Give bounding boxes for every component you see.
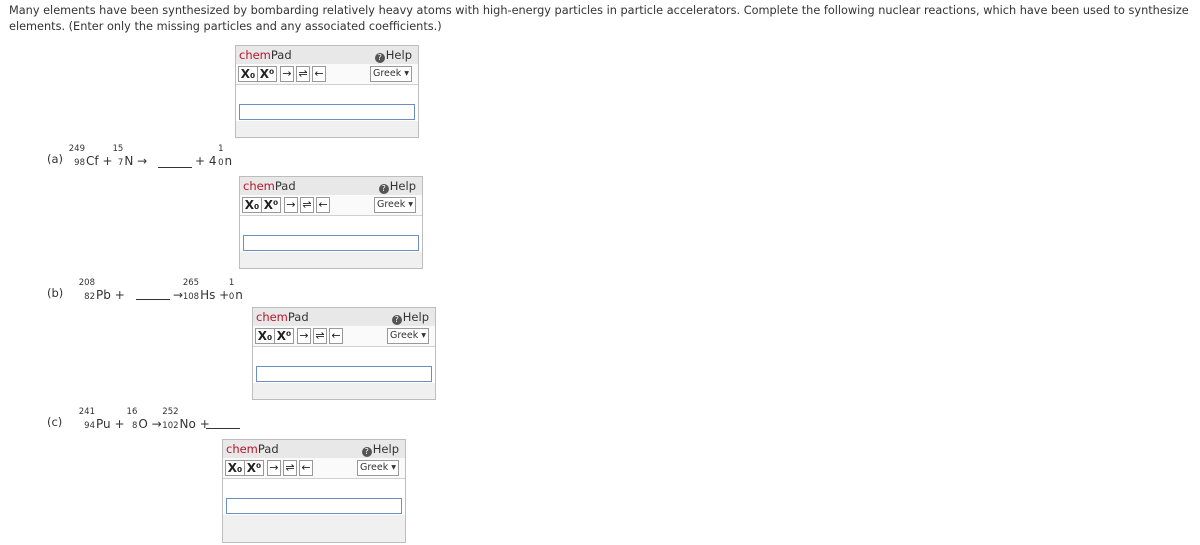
help-button[interactable]: ? Help xyxy=(392,310,429,325)
greek-dropdown[interactable]: Greek ▾ xyxy=(374,197,416,213)
chempad-3 xyxy=(252,307,436,400)
nuclide-n: 15 7 N xyxy=(112,144,134,168)
answer-blank-c xyxy=(206,428,240,429)
arrow-right-button[interactable]: → xyxy=(297,328,311,344)
chempad-input[interactable] xyxy=(256,366,432,382)
arrow-right-button[interactable]: → xyxy=(267,460,281,476)
equilibrium-arrow-button[interactable]: ⇌ xyxy=(313,328,327,344)
greek-dropdown[interactable]: Greek ▾ xyxy=(370,66,412,82)
answer-blank-b xyxy=(136,299,170,300)
arrow-right-button[interactable]: → xyxy=(284,197,298,213)
subscript-button[interactable]: X₀ xyxy=(242,197,262,213)
chempad-input[interactable] xyxy=(239,104,415,120)
help-button[interactable]: ? Help xyxy=(375,48,412,63)
greek-dropdown[interactable]: Greek ▾ xyxy=(387,328,429,344)
reaction-a-equation: 249 98 Cf + 15 7 N → xyxy=(68,144,148,168)
nuclide-o: 16 8 O xyxy=(126,407,148,431)
subscript-button[interactable]: X₀ xyxy=(255,328,275,344)
help-icon: ? xyxy=(392,315,402,325)
chempad-toolbar xyxy=(223,458,405,479)
subscript-button[interactable]: X₀ xyxy=(225,460,245,476)
help-button[interactable]: ? Help xyxy=(362,442,399,457)
greek-dropdown[interactable]: Greek ▾ xyxy=(357,460,399,476)
nuclide-hs: 265 108 Hs xyxy=(182,278,216,302)
superscript-button[interactable]: X⁰ xyxy=(274,328,294,344)
nuclide-pu: 241 94 Pu xyxy=(78,407,111,431)
chempad-title: chemPad xyxy=(243,179,296,193)
reaction-label-c: (c) xyxy=(47,415,63,429)
instructions: Many elements have been synthesized by bombarding relatively heavy atoms with high-energy particles in particle accelerators. Complete the following nuclear reactions, which have been used to synthesize elements. (Enter only the missing particles and any associated coefficients.) xyxy=(9,4,1189,33)
equilibrium-arrow-button[interactable]: ⇌ xyxy=(283,460,297,476)
nuclide-pb: 208 82 Pb xyxy=(78,278,111,302)
reaction-c-equation: 241 94 Pu + 16 8 O → 252 102 No + xyxy=(78,407,210,431)
chempad-title: chemPad xyxy=(256,310,309,324)
help-icon: ? xyxy=(379,184,389,194)
chempad-header xyxy=(240,177,422,196)
help-icon: ? xyxy=(362,447,372,457)
chempad-header xyxy=(253,308,435,327)
help-icon: ? xyxy=(375,53,385,63)
reaction-b-products: → 265 108 Hs + 1 0 n xyxy=(173,278,243,302)
chempad-2 xyxy=(239,176,423,269)
chempad-header xyxy=(223,440,405,459)
reaction-label-a: (a) xyxy=(47,152,64,166)
chempad-toolbar xyxy=(236,64,418,85)
chempad-input[interactable] xyxy=(226,498,402,514)
arrow-right-button[interactable]: → xyxy=(280,66,294,82)
chempad-title: chemPad xyxy=(226,442,279,456)
chempad-1 xyxy=(235,45,419,138)
arrow-left-button[interactable]: ← xyxy=(329,328,343,344)
chempad-toolbar xyxy=(253,326,435,347)
arrow-left-button[interactable]: ← xyxy=(299,460,313,476)
reaction-b-equation: 208 82 Pb + xyxy=(78,278,125,302)
equilibrium-arrow-button[interactable]: ⇌ xyxy=(296,66,310,82)
superscript-button[interactable]: X⁰ xyxy=(257,66,277,82)
chempad-input[interactable] xyxy=(243,235,419,251)
nuclide-no: 252 102 No xyxy=(162,407,196,431)
arrow-left-button[interactable]: ← xyxy=(316,197,330,213)
chempad-4 xyxy=(222,439,406,543)
help-button[interactable]: ? Help xyxy=(379,179,416,194)
subscript-button[interactable]: X₀ xyxy=(238,66,258,82)
chempad-title: chemPad xyxy=(239,48,292,62)
superscript-button[interactable]: X⁰ xyxy=(244,460,264,476)
superscript-button[interactable]: X⁰ xyxy=(261,197,281,213)
answer-blank-a xyxy=(158,167,192,168)
chempad-header xyxy=(236,46,418,65)
reaction-a-products: + 4 1 0 n xyxy=(195,144,233,168)
chempad-toolbar xyxy=(240,195,422,216)
equilibrium-arrow-button[interactable]: ⇌ xyxy=(300,197,314,213)
nuclide-cf: 249 98 Cf xyxy=(68,144,99,168)
nuclide-neutron-b: 1 0 n xyxy=(228,278,243,302)
reaction-label-b: (b) xyxy=(47,286,64,300)
arrow-left-button[interactable]: ← xyxy=(312,66,326,82)
nuclide-neutron: 1 0 n xyxy=(218,144,233,168)
